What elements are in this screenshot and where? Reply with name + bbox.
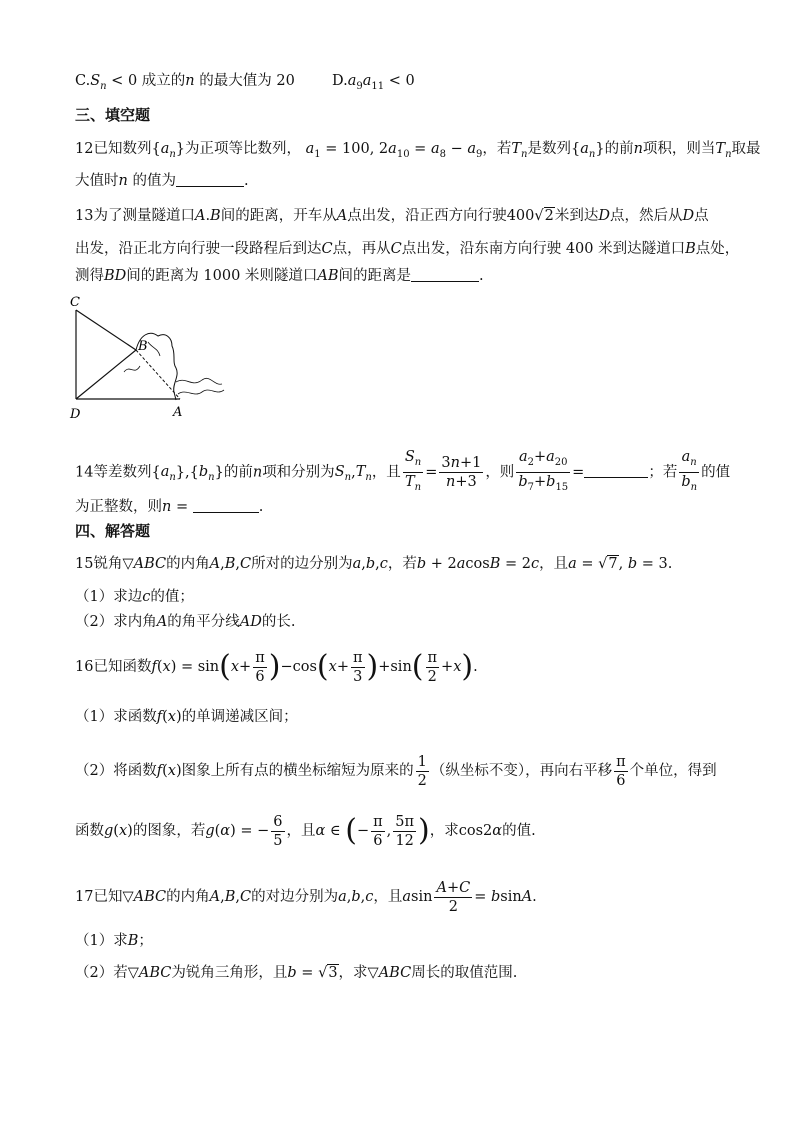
question-16-part1: （1）求函数f(x)的单调递减区间； [75,709,298,725]
label-c: C [70,295,80,310]
question-16: 16已知函数f(x) = sin(x+ $\frac{\pi}{6}$ )−cos(x+ $\frac{\pi}{3}$ )+sin( $\frac{\pi}{2}$ +x). [75,649,478,685]
options-cd-line: $C.S_n < 0$ 成立的n 的最大值为 20 $D.a_9a_{11} < 0$ [75,73,415,92]
question-14: 14等差数列$\{a_n\},\{b_n\}$的前n项和分别为$S_n,T_n$，且 $\frac{S_n}{T_n}$ = $\frac{3n+1}{n+3}$ ，则 $\frac{a_2+a_{20}}{b_7+b_{15}}$ = ；若 $\frac{a_n}{b_n}$ 的值 [75,449,731,493]
answer-blank[interactable] [193,498,259,513]
water-wave-1 [176,378,222,384]
terrain-squiggle [124,366,140,372]
question-17: 17已知▽ABC的内角A,B,C的对边分别为a,b,c，且asin $\frac{A+C}{2}$ = bsinA. [75,879,537,915]
segment-ab-dashed [136,350,180,399]
question-17-part1: （1）求B； [75,933,153,949]
question-13-line3: 测得BD间的距离为 1000 米则隧道口AB间的距离是 . [75,268,484,284]
question-12: 12已知数列$\{a_n\}$为正项等比数列， $a_1 = 100$, $2a_{10} = a_8 - a_9$，若$T_n$是数列$\{a_n\}$的前n项积，则当$T_n$取最 [75,141,761,160]
question-12-line2: 大值时n 的值为 . [75,173,249,189]
segment-db [76,350,136,399]
answer-blank[interactable] [176,172,244,187]
section-title-fill-in: 三、填空题 [75,106,151,124]
answer-blank[interactable] [411,267,479,282]
question-15-part1: （1）求边c的值； [75,589,194,605]
tunnel-diagram [68,292,238,422]
label-d: D [70,407,81,422]
segment-cb [76,310,136,350]
question-15-part2: （2）求内角A的角平分线AD的长. [75,614,296,630]
option-c-label: C. [75,73,91,89]
mountain-detail [148,342,160,356]
answer-blank[interactable] [584,463,648,478]
question-15: 15锐角▽ABC的内角A,B,C所对的边分别为a,b,c，若b + 2acosB = 2c，且a = √7, b = 3. [75,556,673,572]
question-16-part2: （2）将函数f(x)图象上所有点的横坐标缩短为原来的 $\frac{1}{2}$ （纵坐标不变），再向右平移 $\frac{\pi}{6}$ 个单位，得到 [75,753,717,789]
water-wave-2 [178,390,224,394]
section-title-answer: 四、解答题 [75,522,151,540]
option-d-label: D. [332,73,348,89]
label-a: A [173,405,183,420]
question-16-part2-line2: 函数g(x)的图象，若g(α) = − $\frac{6}{5}$ ，且α ∈ (− $\frac{\pi}{6}$ , $\frac{5\pi}{12}$ )，求cos2α的值. [75,813,536,849]
question-14-line2: 为正整数，则n = . [75,499,264,515]
question-13: 13为了测量隧道口A.B间的距离，开车从A点出发，沿正西方向行驶400√2米到达D点，然后从D点 [75,208,709,224]
question-13-line2: 出发，沿正北方向行驶一段路程后到达C点，再从C点出发，沿东南方向行驶 400 米到达隧道口B点处， [75,241,740,257]
label-b: B [138,339,148,354]
question-17-part2: （2）若▽ABC为锐角三角形，且b = √3，求▽ABC周长的取值范围. [75,965,518,981]
